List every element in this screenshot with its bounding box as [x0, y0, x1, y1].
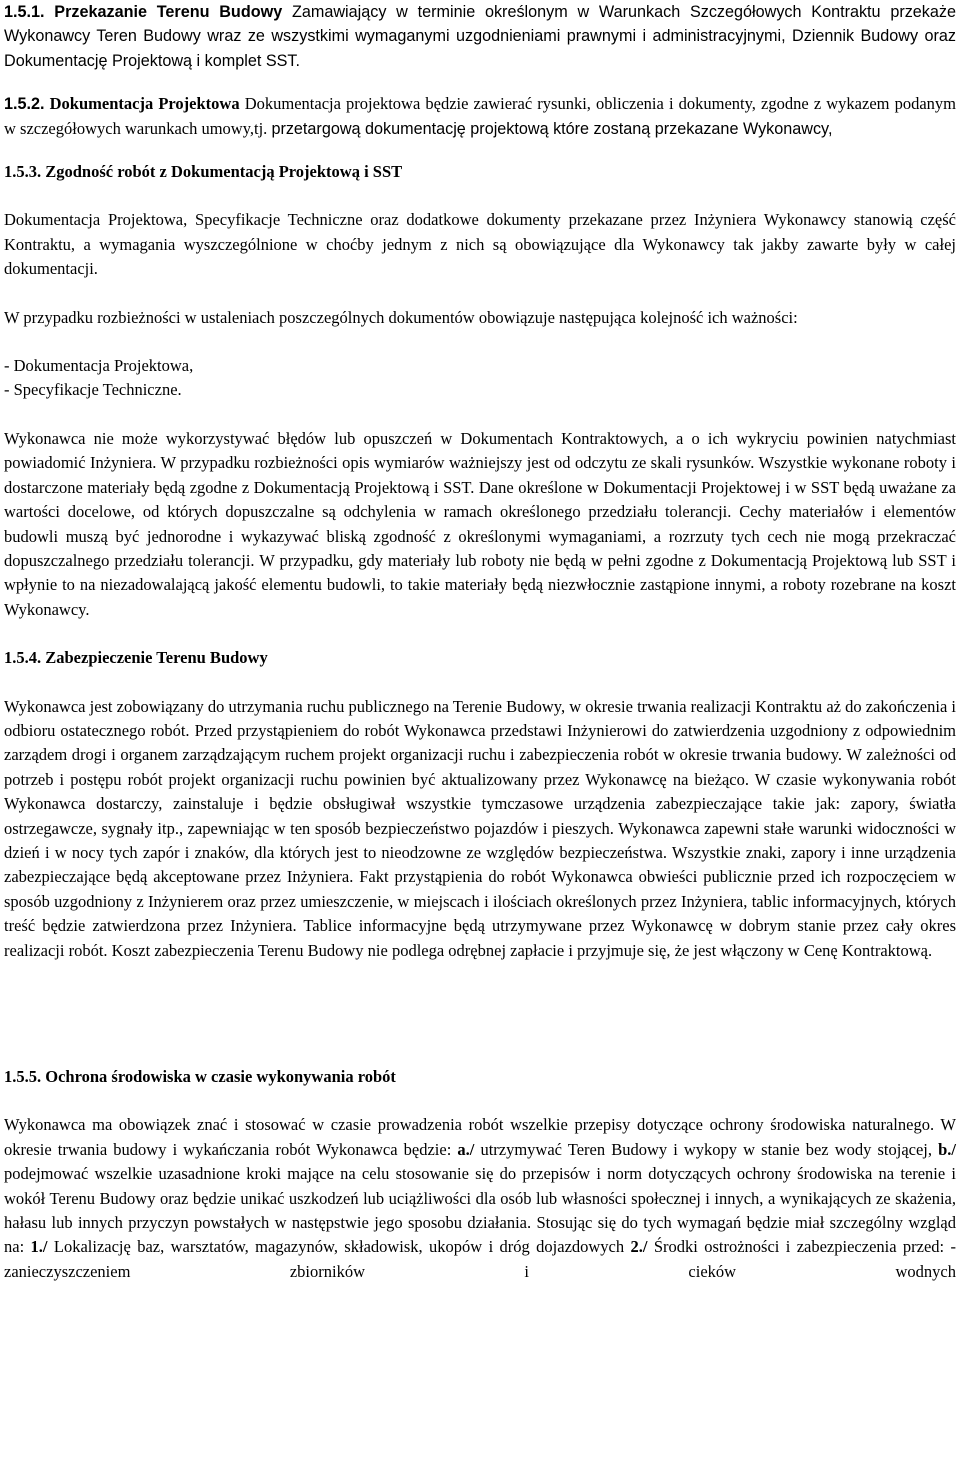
- paragraph: W przypadku rozbieżności w ustaleniach poszczególnych dokumentów obowiązuje następująca kolejność ich ważności:: [4, 307, 798, 327]
- paragraph: Wykonawca jest zobowiązany do utrzymania ruchu publicznego na Terenie Budowy, w okresie trwania realizacji Kontraktu aż do zakończenia i odbioru ostatecznego robót. Przed przystąpieniem do robót Wykonawca przedstawi Inżynierowi do zatwierdzenia uzgodniony z odpowiednim zarządem drogi i organem zarządzającym ruchem projekt organizacji ruchu i zabezpieczenia robót w okresie trwania budowy. W zależności od potrzeb i postępu robót projekt organizacji ruchu powinien być aktualizowany przez Wykonawcę na bieżąco. W czasie wykonywania robót Wykonawca dostarczy, zainstaluje i będzie obsługiwał wszystkie tymczasowe urządzenia zabezpieczające takie jak: zapory, światła ostrzegawcze, sygnały itp., zapewniając w ten sposób bezpieczeństwo pojazdów i pieszych. Wykonawca zapewni stałe warunki widoczności w dzień i w nocy tych zapór i znaków, dla których jest to nieodzowne ze względów bezpieczeństwa. Wszystkie znaki, zapory i inne urządzenia zabezpieczające będą akceptowane przez Inżyniera. Fakt przystąpienia do robót Wykonawca obwieści publicznie przed ich rozpoczęciem w sposób uzgodniony z Inżynierem oraz przez umieszczenie, w miejscach i ilościach określonych przez Inżyniera, tablic informacyjnych, których treść będzie zatwierdzona przez Inżyniera. Tablice informacyjne będą utrzymywane przez Wykonawcę w dobrym stanie przez cały okres realizacji robót. Koszt zabezpieczenia Terenu Budowy nie podlega odrębnej zapłacie i przyjmuje się, że jest włączony w Cenę Kontraktową.: [4, 696, 956, 960]
- list-item: - Dokumentacja Projektowa,: [4, 356, 194, 376]
- spacer: [4, 403, 956, 427]
- section-body: Dokumentacja projektowa będzie zawierać rysunki, obliczenia i dokumenty, zgodne z wykazem podanym w szczegółowych warunkach umowy,tj.: [4, 94, 957, 138]
- spacer: [4, 963, 956, 1065]
- section-body-continued: przetargową dokumentację projektową które zostaną przekazane Wykonawcy,: [271, 119, 833, 138]
- paragraph: Wykonawca nie może wykorzystywać błędów lub opuszczeń w Dokumentach Kontraktowych, a o ich wykryciu powinien natychmiast powiadomić Inżyniera. W przypadku rozbieżności opis wymiarów ważniejszy jest od odczytu ze skali rysunków. Wszystkie wykonane roboty i dostarczone materiały będą zgodne z Dokumentacją Projektową i SST. Dane określone w Dokumentacji Projektowej i w SST będą uważane za wartości docelowe, od których dopuszczalne są odchylenia w ramach określonego przedziału tolerancji. Cechy materiałów i elementów budowli muszą być jednorodne i wykazywać bliską zgodność z określonymi wymaganiami, a rozrzuty tych cech nie mogą przekraczać dopuszczalnego przedziału tolerancji. W przypadku, gdy materiały lub roboty nie będą w pełni zgodne z Dokumentacją Projektową lub SST i wpłynie to na niezadowalającą jakość elementu budowli, to takie materiały będą niezwłocznie zastąpione innymi, a roboty rozebrane na koszt Wykonawcy.: [4, 428, 956, 619]
- text-run: podejmować wszelkie uzasadnione kroki mające na celu stosowanie się do przepisów i norm dotyczących ochrony środowiska na terenie i wokół Terenu Budowy oraz będzie unikać uszkodzeń lub uciążliwości dla osób lub własności społecznej i innych, a wynikających ze skażenia, hałasu lub innych przyczyn powstałych w następstwie jego sposobu działania. Stosując się do tych wymagań będzie miał szczególny wzgląd na:: [4, 1164, 956, 1257]
- paragraph: Dokumentacja Projektowa, Specyfikacje Techniczne oraz dodatkowe dokumenty przekazane przez Inżyniera Wykonawcy stanowią część Kontraktu, a wymagania wyszczególnione w choćby jednym z nich są obowiązujące dla Wykonawcy tak jakby zawarte były w całej dokumentacji.: [4, 210, 956, 279]
- section-1-5-2: [4, 92, 956, 141]
- paragraph: [4, 1113, 956, 1284]
- text-run: Lokalizację baz, warsztatów, magazynów, składowisk, ukopów i dróg dojazdowych: [53, 1237, 625, 1257]
- spacer: [4, 330, 956, 354]
- section-number: 1.5.1.: [4, 3, 45, 21]
- text-run: Wykonawca ma obowiązek znać i stosować w czasie prowadzenia robót wszelkie przepisy dotyczące ochrony środowiska naturalnego. W okresie trwania budowy i wykańczania robót Wykonawca będzie:: [4, 1115, 956, 1159]
- section-heading-1-5-4: [4, 646, 956, 670]
- list-marker: a./: [457, 1139, 475, 1159]
- spacer: [4, 622, 956, 646]
- section-number: 1.5.2.: [4, 95, 45, 114]
- list-marker: b./: [938, 1139, 956, 1159]
- heading-text: 1.5.3. Zgodność robót z Dokumentacją Projektową i SST: [4, 162, 403, 182]
- list-marker: 1./: [30, 1237, 48, 1257]
- list-item: - Specyfikacje Techniczne.: [4, 380, 182, 400]
- text-run: utrzymywać Teren Budowy i wykopy w stanie bez wody stojącej,: [480, 1139, 932, 1159]
- spacer: [4, 73, 956, 92]
- spacer: [4, 671, 956, 695]
- section-heading-1-5-5: [4, 1065, 956, 1089]
- document-page: [4, 0, 956, 1284]
- heading-text: 1.5.5. Ochrona środowiska w czasie wykonywania robót: [4, 1067, 396, 1086]
- list-marker: 2./: [630, 1237, 648, 1257]
- section-title: Przekazanie Terenu Budowy: [54, 3, 283, 21]
- section-1-5-1: [4, 0, 956, 73]
- text-run: Środki ostrożności i zabezpieczenia przed: - zanieczyszczeniem zbiorników i cieków wodnych: [4, 1237, 957, 1281]
- heading-text: 1.5.4. Zabezpieczenie Terenu Budowy: [4, 648, 268, 668]
- section-body: Zamawiający w terminie określonym w Warunkach Szczegółowych Kontraktu przekaże Wykonawcy Teren Budowy wraz ze wszystkimi wymaganymi uzgodnieniami prawnymi i administracyjnymi, Dziennik Budowy oraz Dokumentację Projektową i komplet SST.: [4, 3, 956, 70]
- section-title: Dokumentacja Projektowa: [49, 94, 240, 114]
- spacer: [4, 282, 956, 306]
- spacer: [4, 1089, 956, 1113]
- spacer: [4, 184, 956, 208]
- section-heading-1-5-3: [4, 160, 956, 184]
- spacer: [4, 141, 956, 160]
